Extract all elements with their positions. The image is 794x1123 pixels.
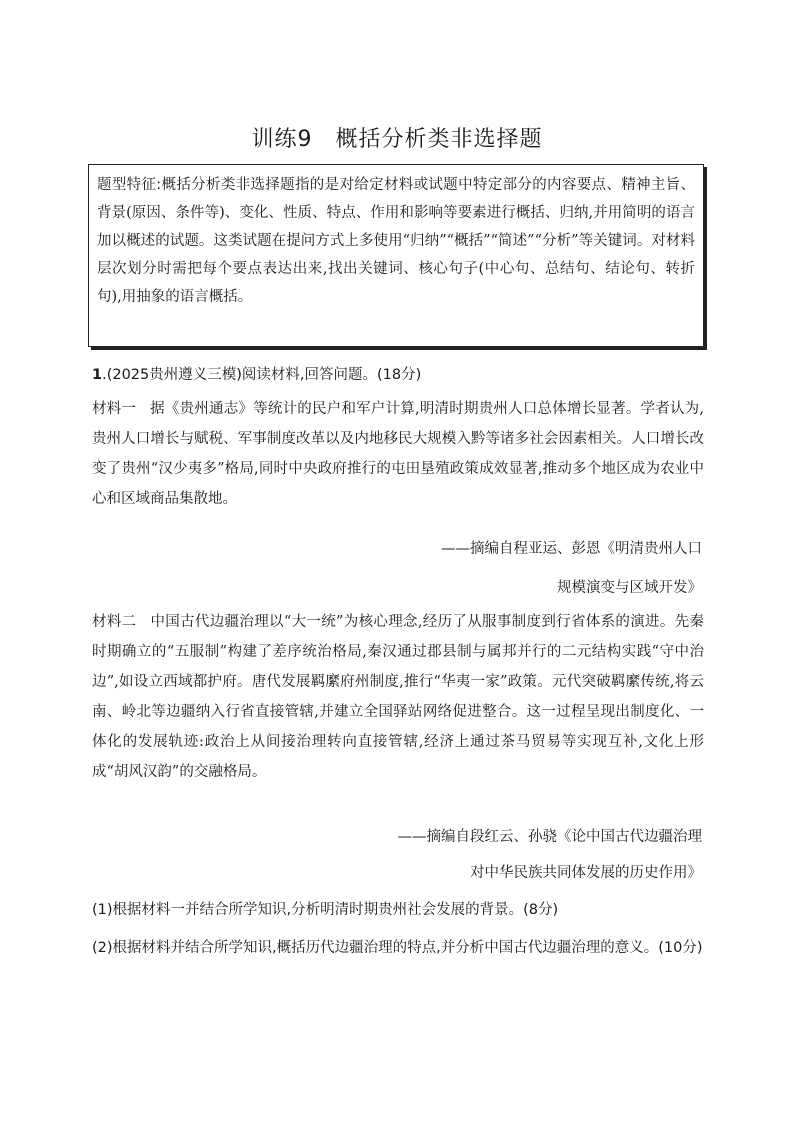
sub-question-1: (1)根据材料一并结合所学知识,分析明清时期贵州社会发展的背景。(8分) (92, 902, 559, 918)
feature-text (97, 171, 695, 311)
feature-lead: 题型特征: (97, 177, 162, 193)
sub-question-2: (2)根据材料并结合所学知识,概括历代边疆治理的特点,并分析中国古代边疆治理的意义。(10分) (92, 940, 703, 956)
material-2-text: 中国古代边疆治理以“大一统”为核心理念,经历了从服事制度到行省体系的演进。先秦时期确立的“五服制”构建了差序统治格局,秦汉通过郡县制与属邦并行的二元结构实践“守中治边”,如设立西域都护府。唐代发展羁縻府州制度,推行“华夷一家”政策。元代突破羁縻传统,将云南、岭北等边疆纳入行省直接管辖,并建立全国驿站网络促进整合。这一过程呈现出制度化、一体化的发展轨迹:政治上从间接治理转向直接管辖,经济上通过茶马贸易等实现互补,文化上形成“胡风汉韵”的交融格局。 (92, 614, 705, 780)
question-type-feature-box (88, 164, 704, 347)
page-title: 训练9 概括分析类非选择题 (251, 127, 543, 152)
feature-body: 概括分析类非选择题指的是对给定材料或试题中特定部分的内容要点、精神主旨、背景(原因、条件等)、变化、性质、特点、作用和影响等要素进行概括、归纳,并用简明的语言加以概述的试题。这类试题在提问方式上多使用“归纳”“概括”“简述”“分析”等关键词。对材料层次划分时需把每个要点表达出来,找出关键词、核心句子(中心句、总结句、结论句、转折句),用抽象的语言概括。 (97, 177, 695, 305)
material-2 (92, 607, 704, 787)
material-1-source-line-1: ——摘编自程亚运、彭恩《明清贵州人口 (441, 541, 702, 557)
material-2-label: 材料二 (92, 614, 137, 630)
material-1 (92, 394, 704, 514)
material-1-text: 据《贵州通志》等统计的民户和军户计算,明清时期贵州人口总体增长显著。学者认为,贵州人口增长与赋税、军事制度改革以及内地移民大规模入黔等诸多社会因素相关。人口增长改变了贵州“汉少夷多”格局,同时中央政府推行的屯田垦殖政策成效显著,推动多个地区成为农业中心和区域商品集散地。 (92, 401, 705, 507)
material-2-source-line-2: 对中华民族共同体发展的历史作用》 (470, 865, 702, 881)
material-1-source-line-2: 规模演变与区域开发》 (557, 580, 702, 596)
question-number: 1 (92, 367, 103, 383)
material-2-source-line-1: ——摘编自段红云、孙骁《论中国古代边疆治理 (397, 829, 702, 845)
question-prompt: .(2025贵州遵义三模)阅读材料,回答问题。(18分) (102, 367, 422, 383)
material-1-label: 材料一 (92, 401, 137, 417)
question-heading (92, 363, 421, 384)
